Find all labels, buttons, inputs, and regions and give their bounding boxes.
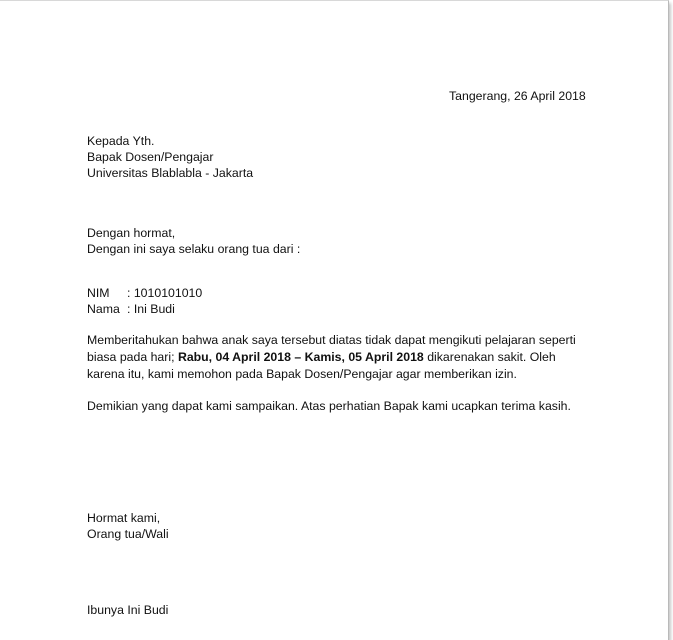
name-value: : Ini Budi [127,302,175,316]
student-name [87,301,175,317]
body-bold-dates: Rabu, 04 April 2018 – Kamis, 05 April 2018 [177,350,424,364]
intro-text: Dengan ini saya selaku orang tua dari : [87,242,301,256]
body-paragraph [87,332,587,383]
recipient-line-2: Bapak Dosen/Pengajar [87,150,214,164]
recipient-line-3: Universitas Blablabla - Jakarta [87,166,254,180]
closing-statement: Demikian yang dapat kami sampaikan. Atas perhatian Bapak kami ucapkan terima kasih. [87,399,571,413]
signature-name: Ibunya Ini Budi [87,603,169,617]
recipient-line-1: Kepada Yth. [87,134,155,148]
nim-value: : 1010101010 [127,286,203,300]
name-label: Nama [87,302,120,316]
student-nim [87,285,202,301]
nim-label: NIM [87,286,110,300]
body-part-2: dikarenakan sakit. Oleh karena itu, kami memohon pada Bapak Dosen/Pengajar agar memberikan izin. [87,350,556,381]
letter-date: Tangerang, 26 April 2018 [449,89,586,103]
closing-line-2: Orang tua/Wali [87,527,169,541]
body-part-1: Memberitahukan bahwa anak saya tersebut diatas tidak dapat mengikuti pelajaran seperti biasa pada hari; [87,333,576,364]
greeting: Dengan hormat, [87,226,176,240]
closing-line-1: Hormat kami, [87,511,161,525]
